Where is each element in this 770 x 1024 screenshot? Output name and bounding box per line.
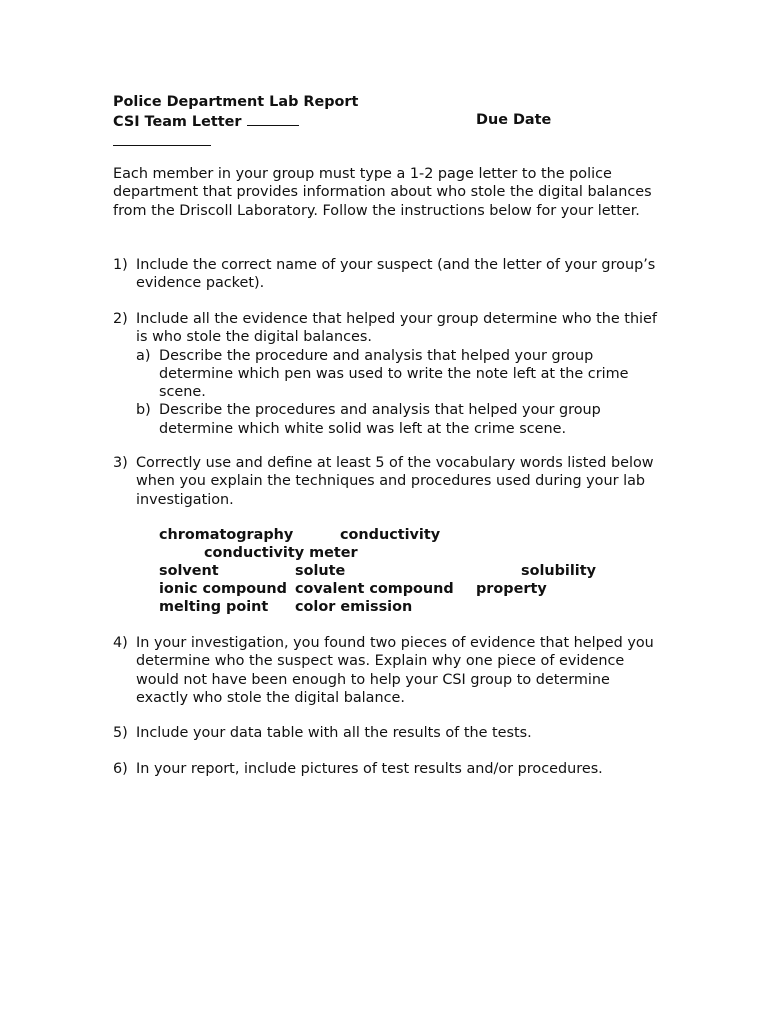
vocab-word: conductivity: [340, 527, 441, 543]
sub-item-b: [136, 401, 646, 438]
item-number: 1): [113, 257, 128, 273]
vocab-word: melting point: [159, 599, 269, 615]
instruction-item-5: [113, 724, 673, 742]
vocab-word: chromatography: [159, 527, 294, 543]
sub-item-label: a): [136, 347, 151, 364]
item-text: In your report, include pictures of test results and/or procedures.: [136, 761, 603, 777]
item-text: Include your data table with all the results of the tests.: [136, 725, 532, 741]
team-letter-line: [113, 111, 299, 131]
intro-paragraph: Each member in your group must type a 1-2 page letter to the police department that provides information about who stole the digital balances from the Driscoll Laboratory. Follow the instructions below for your letter.: [113, 166, 652, 219]
item-text: Correctly use and define at least 5 of the vocabulary words listed below when you explain the techniques and procedures used during your lab investigation.: [136, 455, 654, 508]
item-text: In your investigation, you found two pieces of evidence that helped you determine who the suspect was. Explain why one piece of evidence would not have been enough to help your CSI group to determine exactly who stole the digital balance.: [136, 635, 654, 706]
sub-item-label: b): [136, 402, 151, 419]
item-text: Include the correct name of your suspect (and the letter of your group’s evidence packet).: [136, 257, 656, 292]
vocab-word: conductivity meter: [204, 545, 358, 561]
report-title: Police Department Lab Report: [113, 94, 359, 110]
vocab-word: covalent compound: [295, 581, 454, 597]
item-number: 4): [113, 635, 128, 651]
vocab-word: color emission: [295, 599, 413, 615]
item-text: Include all the evidence that helped your group determine who the thief is who stole the digital balances.: [136, 311, 657, 346]
vocab-word: solubility: [521, 563, 596, 579]
vocab-word: ionic compound: [159, 581, 287, 597]
instruction-item-4: [113, 634, 673, 707]
team-letter-blank: [247, 111, 299, 126]
vocab-word: solvent: [159, 563, 219, 579]
instruction-item-2: [113, 310, 673, 438]
due-date-label: Due Date: [476, 112, 552, 128]
item-number: 5): [113, 725, 128, 741]
item-number: 2): [113, 311, 128, 327]
vocab-word: property: [476, 581, 547, 597]
instruction-item-6: [113, 760, 673, 778]
item-number: 6): [113, 761, 128, 777]
due-date-blank: [113, 133, 211, 146]
instruction-item-1: [113, 256, 673, 293]
sub-item-text: Describe the procedures and analysis that helped your group determine which white solid was left at the crime scene.: [159, 402, 601, 437]
item-number: 3): [113, 455, 128, 471]
instruction-item-3: [113, 454, 673, 509]
sub-item-a: [136, 347, 646, 402]
sub-item-text: Describe the procedure and analysis that helped your group determine which pen was used to write the note left at the crime scene.: [159, 347, 629, 401]
vocab-word: solute: [295, 563, 346, 579]
team-letter-label: CSI Team Letter: [113, 114, 242, 130]
